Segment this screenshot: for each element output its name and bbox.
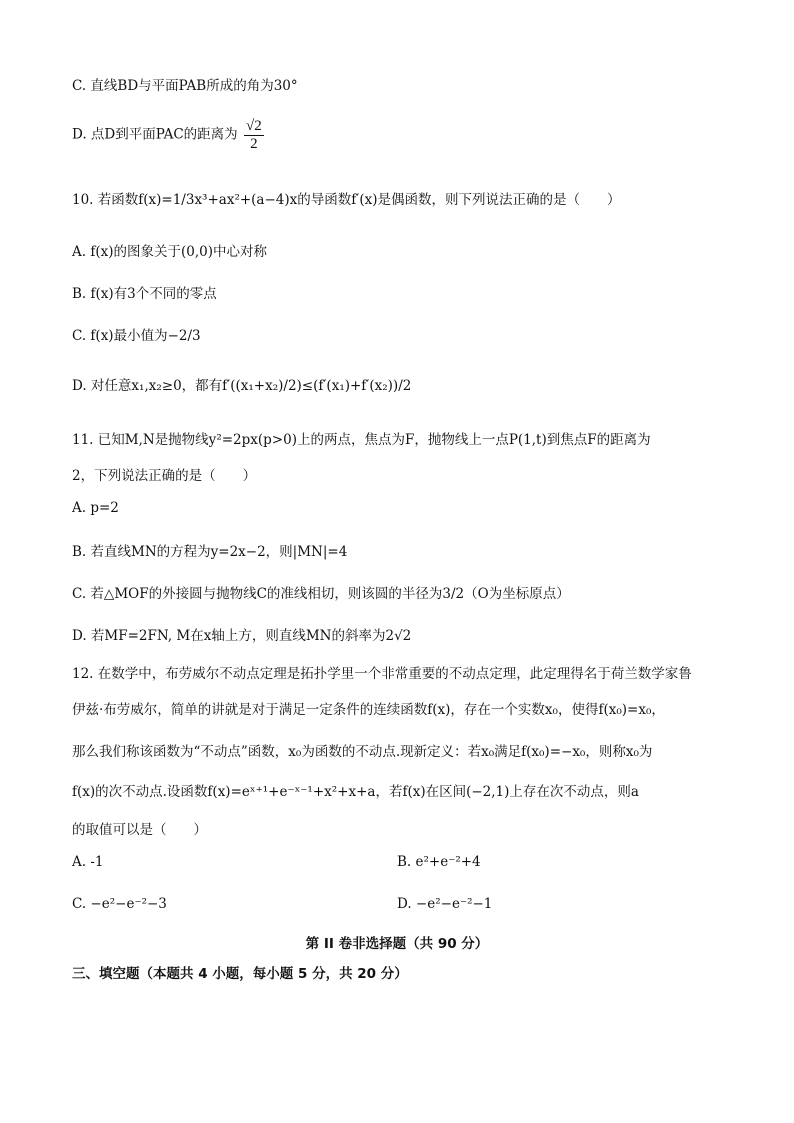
q12-option-a: A. -1 [72,854,104,870]
q10-stem: 10. 若函数f(x)=1/3x³+ax²+(a−4)x的导函数f′(x)是偶函数，则下列说法正确的是（ ） [72,192,621,208]
q10-option-a: A. f(x)的图象关于(0,0)中心对称 [72,244,267,260]
q9-option-c: C. 直线BD与平面PAB所成的角为30° [72,78,298,94]
q10-option-b: B. f(x)有3个不同的零点 [72,286,217,302]
q12-line1: 12. 在数学中，布劳威尔不动点定理是拓扑学里一个非常重要的不动点定理，此定理得名于荷兰数学家鲁 [72,666,692,682]
q12-line2: 伊兹·布劳威尔，简单的讲就是对于满足一定条件的连续函数f(x)，存在一个实数x₀，使得f(x₀)=x₀， [72,702,665,718]
q11-option-b: B. 若直线MN的方程为y=2x−2，则|MN|=4 [72,544,348,560]
q10-option-d: D. 对任意x₁,x₂≥0，都有f′((x₁+x₂)/2)≤(f′(x₁)+f′(x₂))/2 [72,378,412,394]
q12-line3: 那么我们称该函数为“不动点”函数，x₀为函数的不动点.现新定义：若x₀满足f(x₀)=−x₀，则称x₀为 [72,744,653,760]
q12-line4: f(x)的次不动点.设函数f(x)=eˣ⁺¹+e⁻ˣ⁻¹+x²+x+a，若f(x)在区间(−2,1)上存在次不动点，则a [72,784,639,800]
q11-option-c: C. 若△MOF的外接圆与抛物线C的准线相切，则该圆的半径为3/2（O为坐标原点） [72,586,570,602]
q12-line5: 的取值可以是（ ） [72,822,207,838]
q12-option-d: D. −e²−e⁻²−1 [397,896,493,912]
fraction-denominator: 2 [250,135,258,152]
q10-option-c: C. f(x)最小值为−2/3 [72,328,201,344]
q11-stem-line2: 2，下列说法正确的是（ ） [72,468,257,484]
q12-option-b: B. e²+e⁻²+4 [397,854,481,870]
part-two-heading: 第 II 卷非选择题（共 90 分） [305,936,489,952]
q11-option-a: A. p=2 [72,500,119,516]
q11-stem-line1: 11. 已知M,N是抛物线y²=2px(p>0)上的两点，焦点为F，抛物线上一点P(1,t)到焦点F的距离为 [72,432,651,448]
q9-option-d-text: D. 点D到平面PAC的距离为 [72,126,238,143]
fraction-numerator: √2 [245,118,262,134]
q11-option-d: D. 若MF=2FN, M在x轴上方，则直线MN的斜率为2√2 [72,628,412,644]
q9-option-d [72,118,266,152]
fill-in-section-heading: 三、填空题（本题共 4 小题，每小题 5 分，共 20 分） [72,966,408,982]
q9-option-d-fraction [244,118,264,152]
q12-option-c: C. −e²−e⁻²−3 [72,896,167,912]
